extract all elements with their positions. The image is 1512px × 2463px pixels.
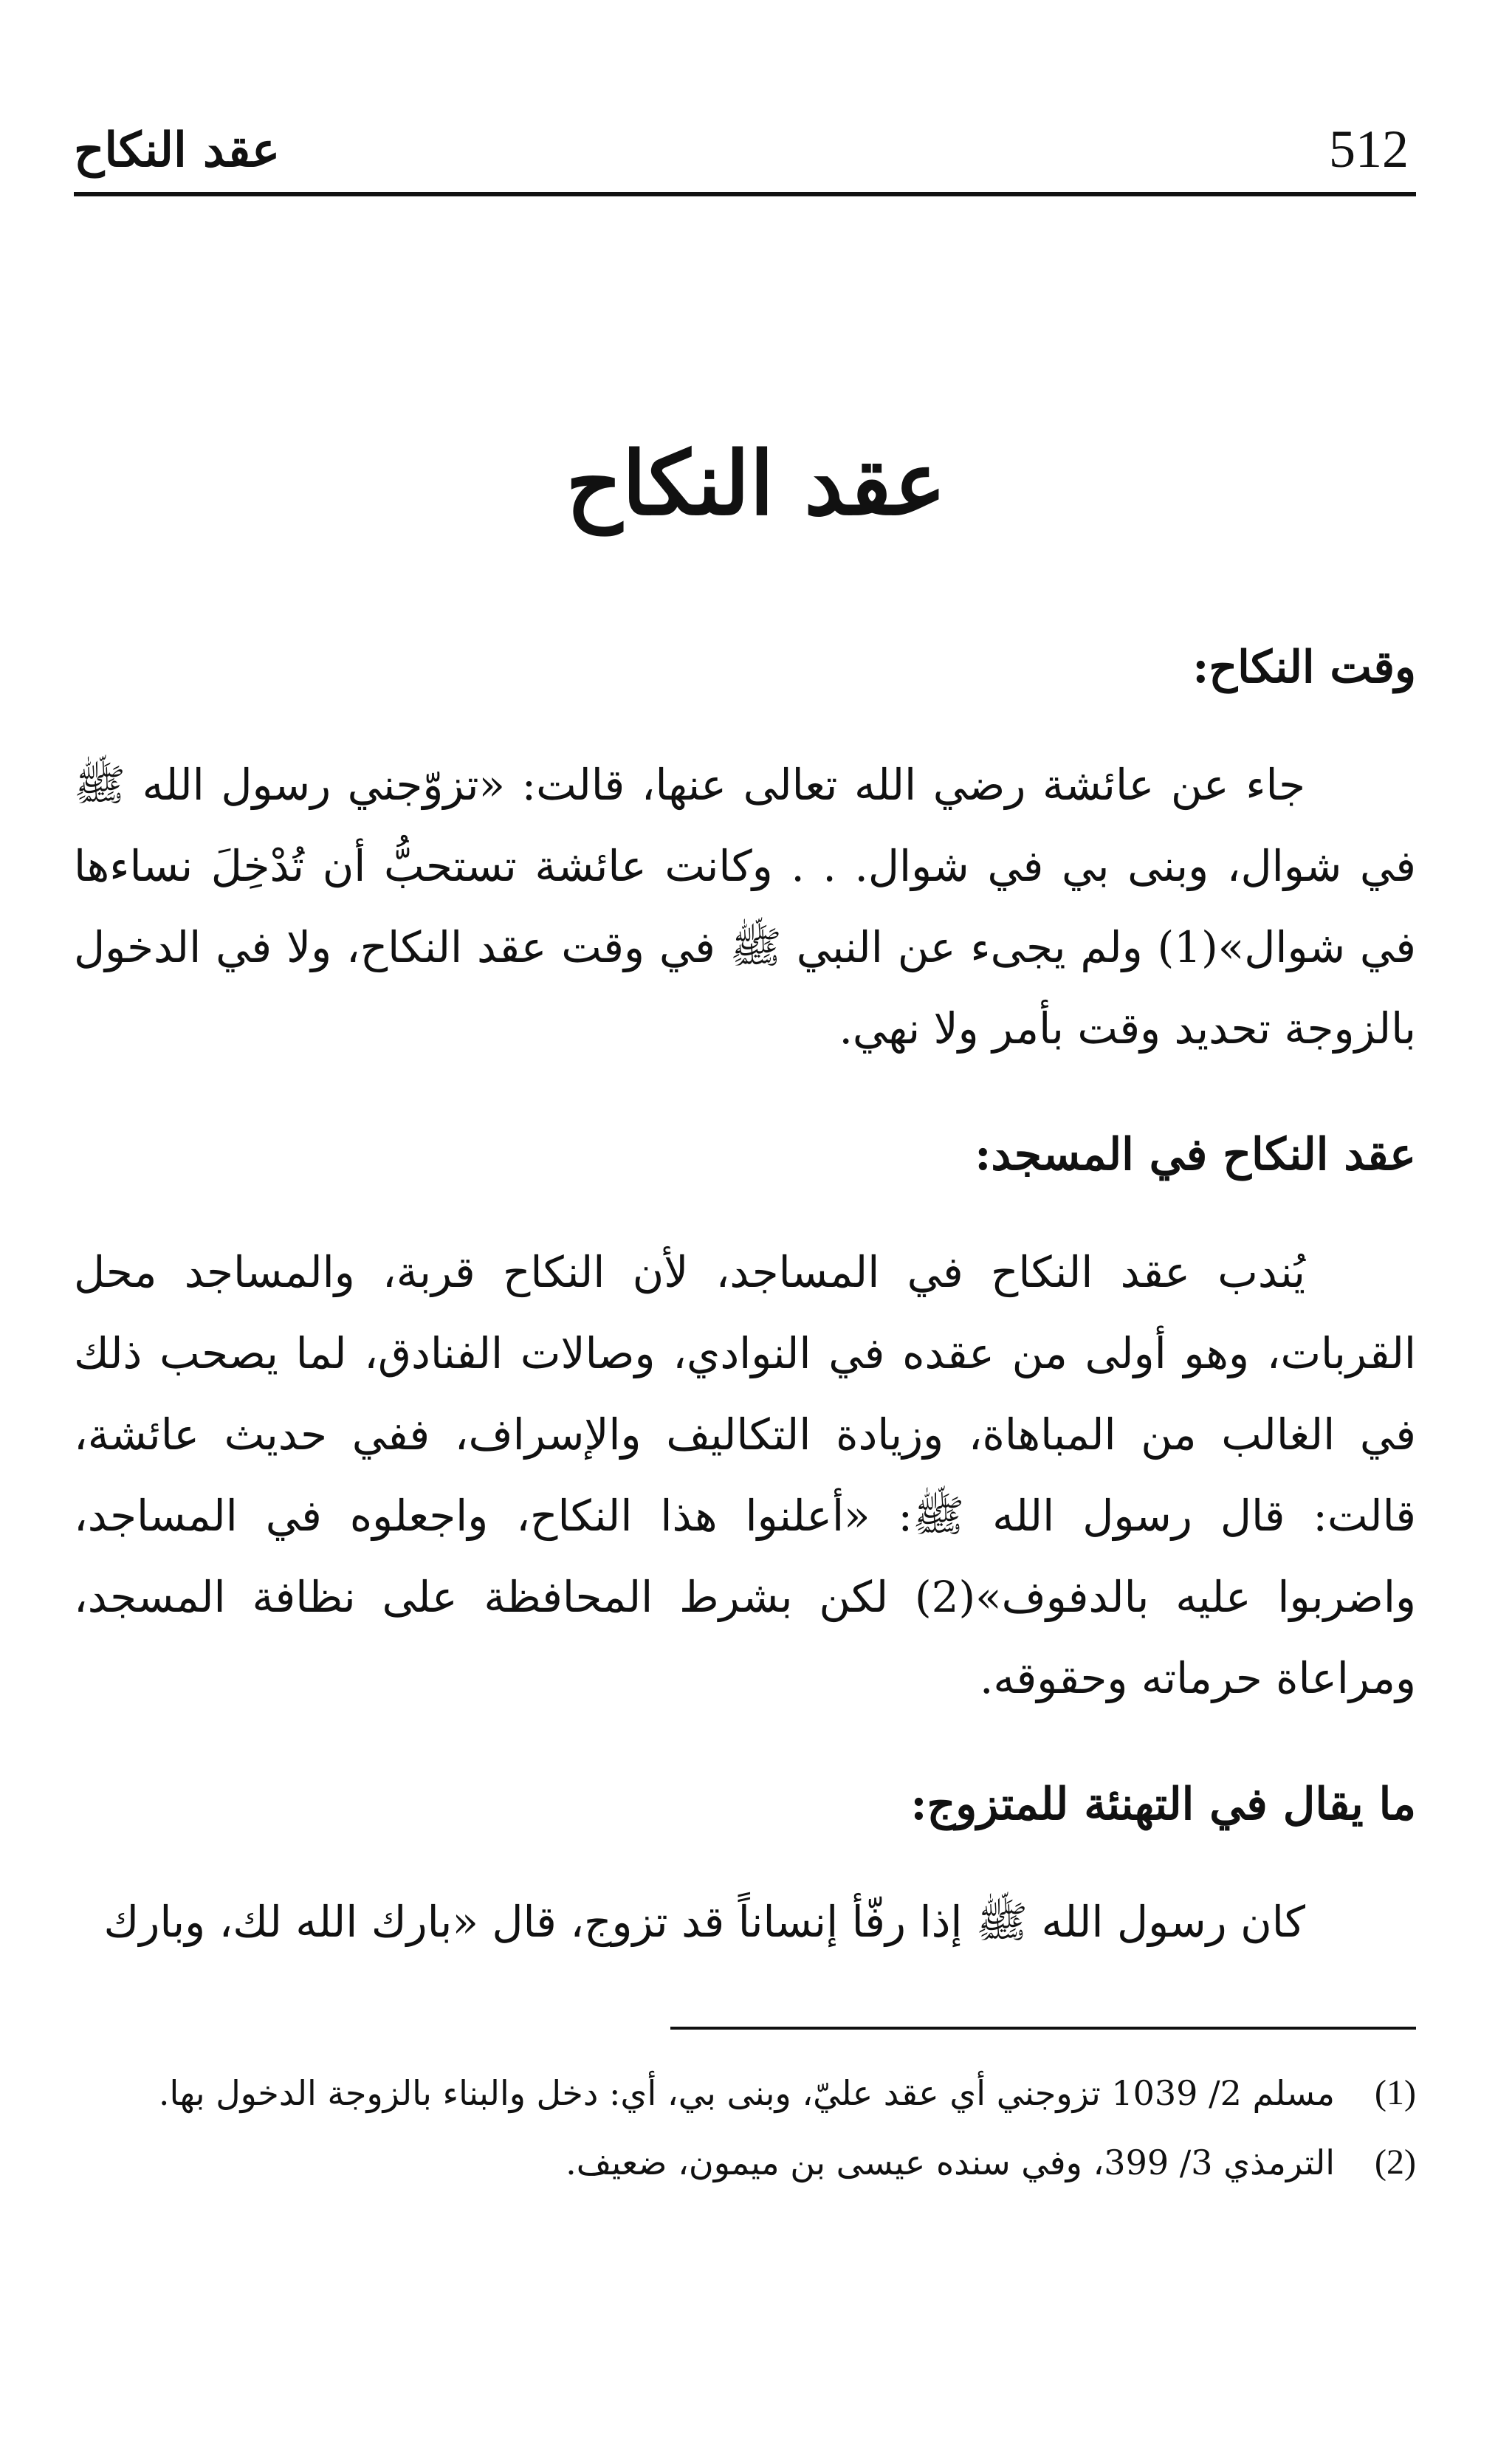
section-heading: عقد النكاح في المسجد: [975,1129,1416,1181]
section-marriage-in-mosque [74,1122,1416,1719]
section-paragraph: كان رسول الله ﷺ إذا رفّأ إنساناً قد تزوج، قال «بارك الله لك، وبارك [103,1897,1305,1947]
footnote-number: (1) [1375,2073,1416,2112]
footnote-number: (2) [1375,2143,1416,2182]
footnote [74,2133,1416,2192]
chapter-title: عقد النكاح [566,432,946,535]
main-text [74,635,1416,1962]
section-marriage-time [74,635,1416,1069]
running-title: عقد النكاح [74,123,281,178]
footnote-divider [670,2027,1416,2030]
section-heading: ما يقال في التهنئة للمتزوج: [910,1779,1416,1830]
section-paragraph: يُندب عقد النكاح في المساجد، لأن النكاح قربة، والمساجد محل القربات، وهو أولى من عقده في النوادي، وصالات الفنادق، لما يصحب ذلك في الغالب من المباهاة، وزيادة التكاليف والإسراف، ففي حديث عائشة، قالت: قال رسول الله ﷺ: «أعلنوا هذا النكاح، واجعلوه في المساجد، واضربوا عليه بالدفوف»(2) لكن بشرط المحافظة على نظافة المسجد، ومراعاة حرماته وحقوقه. [74,1247,1416,1703]
section-congratulations [74,1772,1416,1962]
footnotes [74,2027,1416,2202]
running-header [74,111,1416,196]
footnote [74,2064,1416,2123]
footnote-text: الترمذي 3/ 399، وفي سنده عيسى بن ميمون، ضعيف. [566,2143,1335,2182]
section-heading: وقت النكاح: [1192,642,1416,693]
page-number: 512 [1329,120,1409,179]
section-paragraph: جاء عن عائشة رضي الله تعالى عنها، قالت: «تزوّجني رسول الله ﷺ في شوال، وبنى بي في شوال. . . وكانت عائشة تستحبُّ أن تُدْخِلَ نساءها في شوال»(1) ولم يجىء عن النبي ﷺ في وقت عقد النكاح، ولا في الدخول بالزوجة تحديد وقت بأمر ولا نهي. [74,760,1416,1054]
footnote-text: مسلم 2/ 1039 تزوجني أي عقد عليّ، وبنى بي، أي: دخل والبناء بالزوجة الدخول بها. [158,2073,1335,2113]
